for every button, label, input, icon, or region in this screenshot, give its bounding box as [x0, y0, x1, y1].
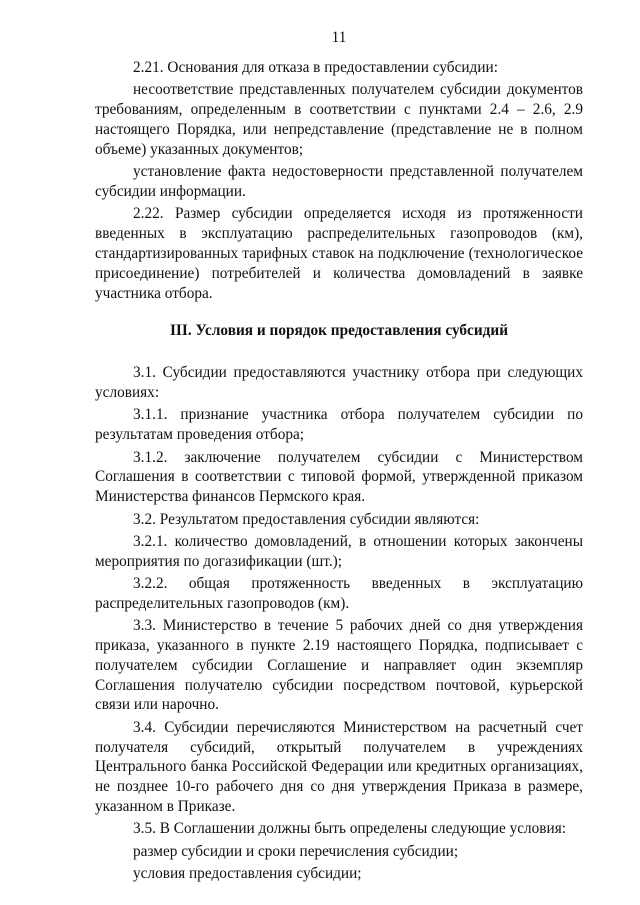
paragraph-3-5-condition-1: размер субсидии и сроки перечисления субсидии;: [133, 842, 459, 860]
paragraph-3-3: 3.3. Министерство в течение 5 рабочих дней со дня утверждения приказа, указанного в пункте 2.19 настоящего Порядка, подписывает с получателем субсидии Соглашение и направляет один экземпляр Соглашения получателю субсидии посредством почтовой, курьерской связи или нарочно.: [95, 617, 583, 714]
paragraph-3-2: 3.2. Результатом предоставления субсидии являются:: [133, 510, 480, 528]
paragraph-3-2-1: 3.2.1. количество домовладений, в отношении которых закончены мероприятия по догазификации (шт.);: [95, 532, 583, 570]
paragraph-3-5: 3.5. В Соглашении должны быть определены следующие условия:: [133, 820, 567, 838]
paragraph-3-4: 3.4. Субсидии перечисляются Министерством на расчетный счет получателя субсидий, открытый получателем в учреждениях Центрального банка Российской Федерации или кредитных организациях, не позднее 10-го рабочего дня со дня утверждения Приказа в размере, указанном в Приказе.: [95, 718, 583, 816]
document-page: [95, 20, 583, 887]
page-number: 11: [331, 29, 347, 46]
paragraph-3-5-condition-2: условия предоставления субсидии;: [133, 865, 362, 883]
paragraph-2-22: 2.22. Размер субсидии определяется исходя из протяженности введенных в эксплуатацию распределительных газопроводов (км), стандартизированных тарифных ставок на подключение (технологическое присоединение) потребителей и количества домовладений в заявке участника отбора.: [95, 205, 583, 302]
paragraph-3-1: 3.1. Субсидии предоставляются участнику отбора при следующих условиях:: [95, 364, 583, 401]
paragraph-2-21-reason-2: установление факта недостоверности представленной получателем субсидии информации.: [95, 163, 583, 200]
paragraph-3-1-1: 3.1.1. признание участника отбора получателем субсидии по результатам проведения отбора;: [95, 406, 583, 444]
section-3-heading: III. Условия и порядок предоставления субсидий: [169, 322, 509, 340]
paragraph-3-2-2: 3.2.2. общая протяженность введенных в эксплуатацию распределительных газопроводов (км).: [95, 575, 583, 612]
paragraph-3-1-2: 3.1.2. заключение получателем субсидии с Министерством Соглашения в соответствии с типовой формой, утвержденной приказом Министерства финансов Пермского края.: [95, 448, 583, 506]
paragraph-2-21-title: 2.21. Основания для отказа в предоставлении субсидии:: [133, 59, 498, 76]
paragraph-2-21-reason-1: несоответствие представленных получателем субсидии документов требованиям, определенным в соответствии с пунктами 2.4 – 2.6, 2.9 настоящего Порядка, или непредставление (представление не в полном объеме) указанных документов;: [95, 81, 583, 158]
